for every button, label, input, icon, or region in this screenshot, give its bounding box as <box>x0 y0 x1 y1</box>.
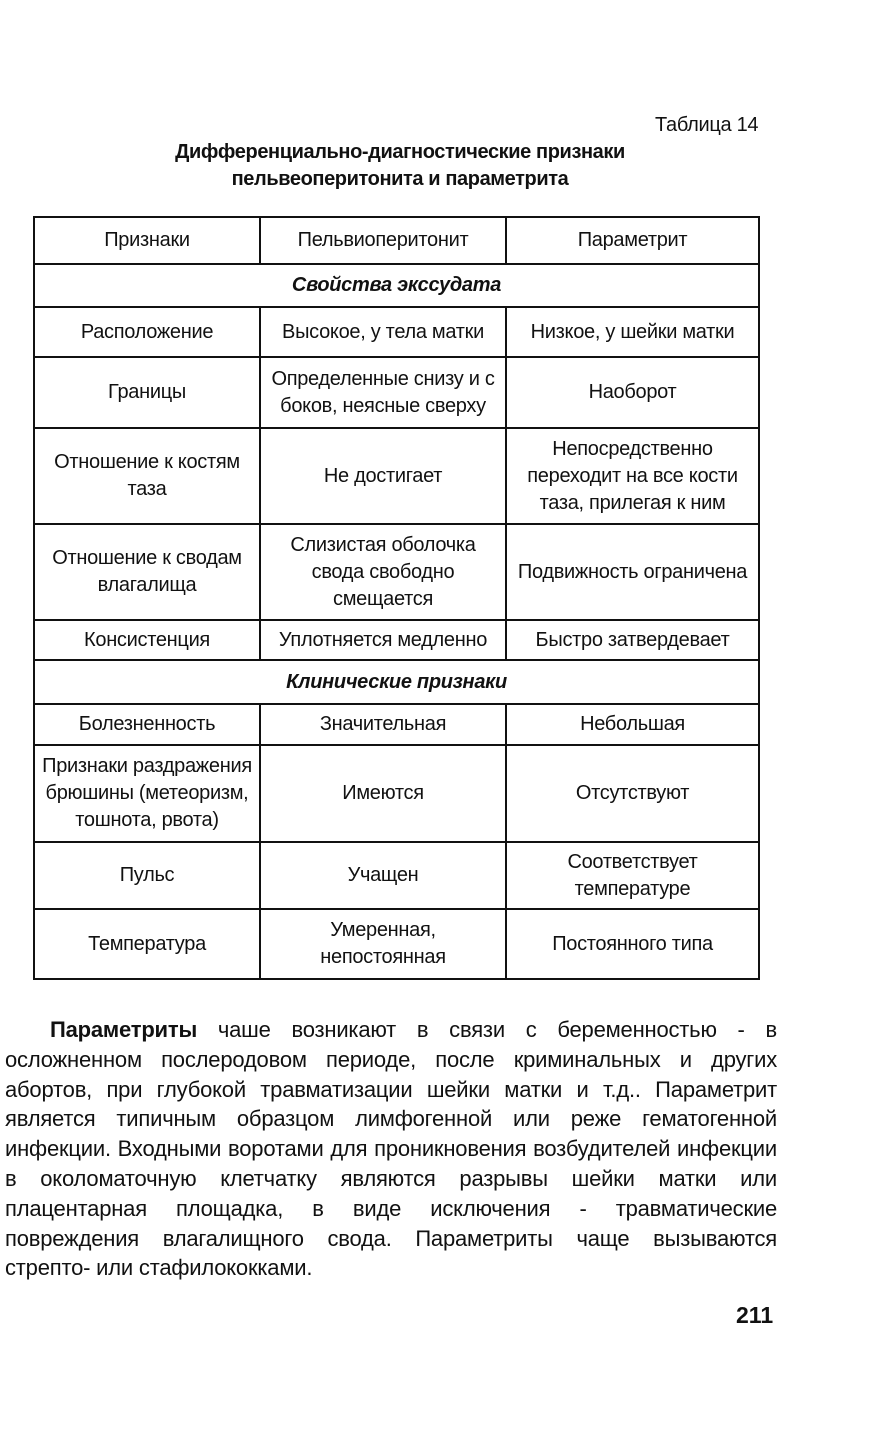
table-cell: Учащен <box>260 842 506 909</box>
table-cell: Значительная <box>260 704 506 745</box>
table-cell: Болезненность <box>34 704 260 745</box>
table-cell: Умеренная, непостоянная <box>260 909 506 979</box>
table-cell: Уплотняется медленно <box>260 620 506 660</box>
table-cell: Отношение к костям таза <box>34 428 260 524</box>
header-cell: Параметрит <box>506 217 759 264</box>
table-number: Таблица 14 <box>655 114 759 136</box>
table-cell: Отношение к сводам влагалища <box>34 524 260 620</box>
table-row <box>34 842 759 909</box>
paragraph-text: чаше возникают в связи с беременностью - в осложненном послеродовом периоде, после криминальных и других абортов, при глубокой травматизации шейки матки и т.д.. Параметрит является типичным образцом лимфогенной или реже гематогенной инфекции. Входными воротами для проникновения возбудителей инфекции в околоматочную клетчатку являются разрывы шейки матки или плацентарная площадка, в виде исключения - травматические повреждения влагалищного свода. Параметриты чаще вызываются стрепто- или стафилококками. <box>5 1017 777 1281</box>
table-cell: Имеются <box>260 745 506 842</box>
table-header-row <box>34 217 759 264</box>
table-row <box>34 524 759 620</box>
table-cell: Определенные снизу и с боков, неясные сверху <box>260 357 506 428</box>
table-cell: Признаки раздражения брюшины (метеоризм, тошнота, рвота) <box>34 745 260 842</box>
table-cell: Не достигает <box>260 428 506 524</box>
table-cell: Расположение <box>34 307 260 357</box>
header-cell: Пельвиоперитонит <box>260 217 506 264</box>
page-number: 211 <box>736 1302 774 1328</box>
table-row <box>34 620 759 660</box>
table-title-line1: Дифференциально-диагностические признаки <box>175 141 625 163</box>
table-row <box>34 357 759 428</box>
section-row <box>34 660 759 704</box>
table-cell: Небольшая <box>506 704 759 745</box>
table-cell: Границы <box>34 357 260 428</box>
section-title: Свойства экссудата <box>34 264 759 307</box>
table-cell: Консистенция <box>34 620 260 660</box>
table-cell: Постоянного типа <box>506 909 759 979</box>
table-title-line2: пельвеоперитонита и параметрита <box>231 168 569 190</box>
table-row <box>34 428 759 524</box>
table-cell: Слизистая оболочка свода свободно смещается <box>260 524 506 620</box>
table-cell: Непосредственно переходит на все кости таза, прилегая к ним <box>506 428 759 524</box>
table-cell: Пульс <box>34 842 260 909</box>
table-cell: Отсутствуют <box>506 745 759 842</box>
table-cell: Низкое, у шейки матки <box>506 307 759 357</box>
body-paragraph <box>5 1015 777 1283</box>
header-cell: Признаки <box>34 217 260 264</box>
table-cell: Наоборот <box>506 357 759 428</box>
table-cell: Высокое, у тела матки <box>260 307 506 357</box>
table-row <box>34 745 759 842</box>
section-row <box>34 264 759 307</box>
section-title: Клинические признаки <box>34 660 759 704</box>
paragraph-lead: Параметриты <box>50 1017 198 1042</box>
table-cell: Соответствует температуре <box>506 842 759 909</box>
table-row <box>34 704 759 745</box>
table-cell: Температура <box>34 909 260 979</box>
table-row <box>34 307 759 357</box>
table-row <box>34 909 759 979</box>
table-cell: Подвижность ограничена <box>506 524 759 620</box>
table-title <box>100 139 700 193</box>
diagnostic-table <box>33 216 760 980</box>
table-cell: Быстро затвердевает <box>506 620 759 660</box>
